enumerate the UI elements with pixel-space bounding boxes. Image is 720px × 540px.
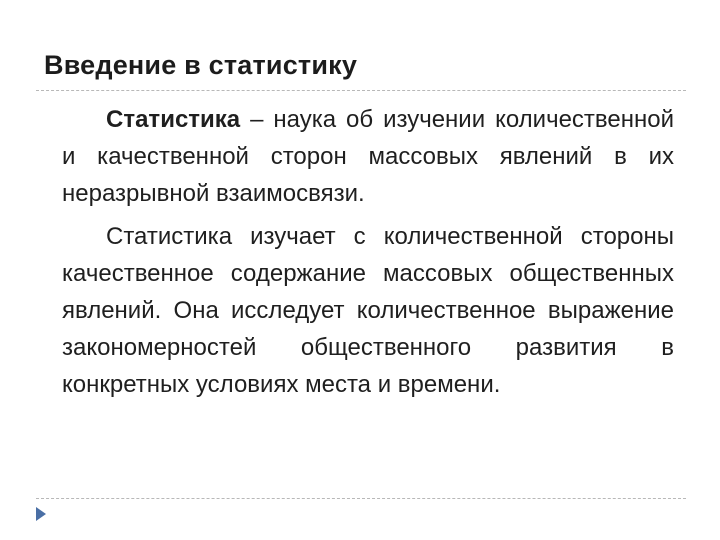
- defined-term: Статистика: [106, 106, 241, 133]
- paragraph-description: Статистика изучает с количественной стороны качественное содержание массовых общественных явлений. Она исследует количественное выражение закономерностей общественного развития в конкретных условиях места и времени.: [62, 223, 674, 398]
- bottom-divider: [36, 498, 686, 499]
- play-arrow-icon[interactable]: [34, 505, 48, 523]
- slide-body: [62, 101, 674, 409]
- slide-title: Введение в статистику: [44, 50, 358, 80]
- top-divider: [36, 90, 686, 91]
- definition-text: – наука об изучении количественной и качественной сторон массовых явлений в их неразрывной взаимосвязи.: [62, 106, 674, 207]
- paragraph-definition: [62, 101, 674, 212]
